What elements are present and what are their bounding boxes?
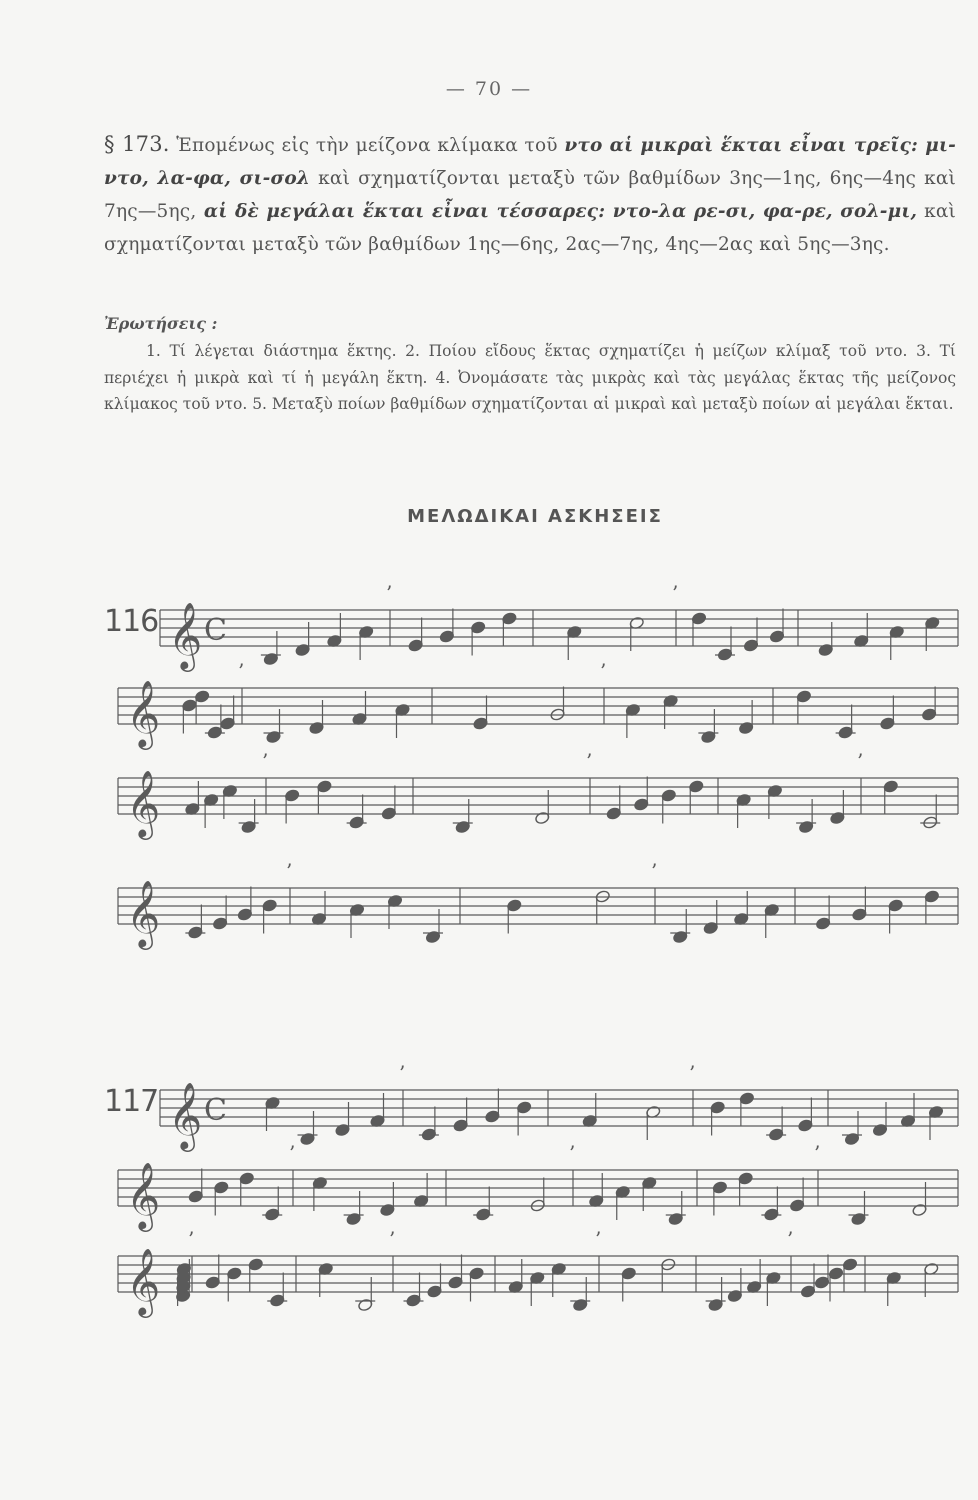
treble-clef-icon: 𝄞 [126, 879, 161, 947]
questions-text: 1. Τί λέγεται διάστημα ἕκτης. 2. Ποίου εἴδους ἕκτας σχηματίζει ἡ μείζων κλίμαξ τοῦ ντο. 3. Τί περιέχει ἡ μικρὰ καὶ τί ἡ μεγάλη ἕκτη. 4. Ὀνομάσατε τὰς μικρὰς καὶ τὰς μεγάλας ἕκτας τῆς μείζονος κλίμακος τοῦ ντο. 5. Μεταξὺ ποίων βαθμίδων σχηματίζονται αἱ μικραὶ καὶ μεταξὺ ποίων αἱ μεγάλαι ἕκται. [104, 342, 956, 413]
breath-mark: ’ [238, 659, 245, 683]
breath-mark: ’ [399, 1061, 406, 1085]
breath-mark: ’ [595, 1227, 602, 1251]
breath-mark: ’ [586, 749, 593, 773]
breath-mark: ’ [286, 859, 293, 883]
paragraph-text-3: καὶ σχηματίζονται μεταξὺ τῶν βαθμίδων 1ης—6ης, 2ας—7ης, 4ης—2ας καὶ 5ης—3ης. [104, 201, 956, 255]
breath-mark: ’ [814, 1141, 821, 1165]
breath-mark: ’ [289, 1141, 296, 1165]
section-number: § 173. [104, 132, 170, 156]
breath-mark: ’ [787, 1227, 794, 1251]
breath-mark: ’ [188, 1227, 195, 1251]
treble-clef-icon: 𝄞 [126, 1247, 161, 1315]
breath-mark: ’ [600, 659, 607, 683]
breath-mark: ’ [689, 1061, 696, 1085]
breath-mark: ’ [569, 1141, 576, 1165]
breath-mark: ’ [651, 859, 658, 883]
questions-heading: Ἐρωτήσεις : [104, 314, 218, 333]
time-signature: C [204, 613, 227, 648]
breath-mark: ’ [386, 581, 393, 605]
treble-clef-icon: 𝄞 [168, 601, 203, 669]
time-signature: C [204, 1093, 227, 1128]
paragraph-emphasis-2: αἱ δὲ μεγάλαι ἕκται εἶναι τέσσαρες: ντο-λα ρε-σι, φα-ρε, σολ-μι, [196, 201, 918, 222]
exercise-number-116: 116 [104, 604, 159, 639]
breath-mark: ’ [672, 581, 679, 605]
paragraph-emphasis-1: ντο αἱ μικραὶ ἕκται εἶναι τρεῖς: μι-ντο, λα-φα, σι-σολ [104, 135, 956, 189]
breath-mark: ’ [389, 1227, 396, 1251]
exercise-number-117: 117 [104, 1084, 159, 1119]
section-title: ΜΕΛΩΔΙΚΑΙ ΑΣΚΗΣΕΙΣ [407, 506, 663, 527]
page-number: — 70 — [445, 78, 533, 100]
treble-clef-icon: 𝄞 [126, 679, 161, 747]
treble-clef-icon: 𝄞 [126, 769, 161, 837]
breath-mark: ’ [857, 749, 864, 773]
breath-mark: ’ [262, 749, 269, 773]
treble-clef-icon: 𝄞 [168, 1081, 203, 1149]
paragraph-text-2: καὶ σχηματίζονται μεταξὺ τῶν βαθμίδων 3ης—1ης, 6ης—4ης καὶ 7ης—5ης, [104, 168, 956, 222]
treble-clef-icon: 𝄞 [126, 1161, 161, 1229]
paragraph-text-1: Ἑπομένως εἰς τὴν μείζονα κλίμακα τοῦ [169, 135, 565, 156]
